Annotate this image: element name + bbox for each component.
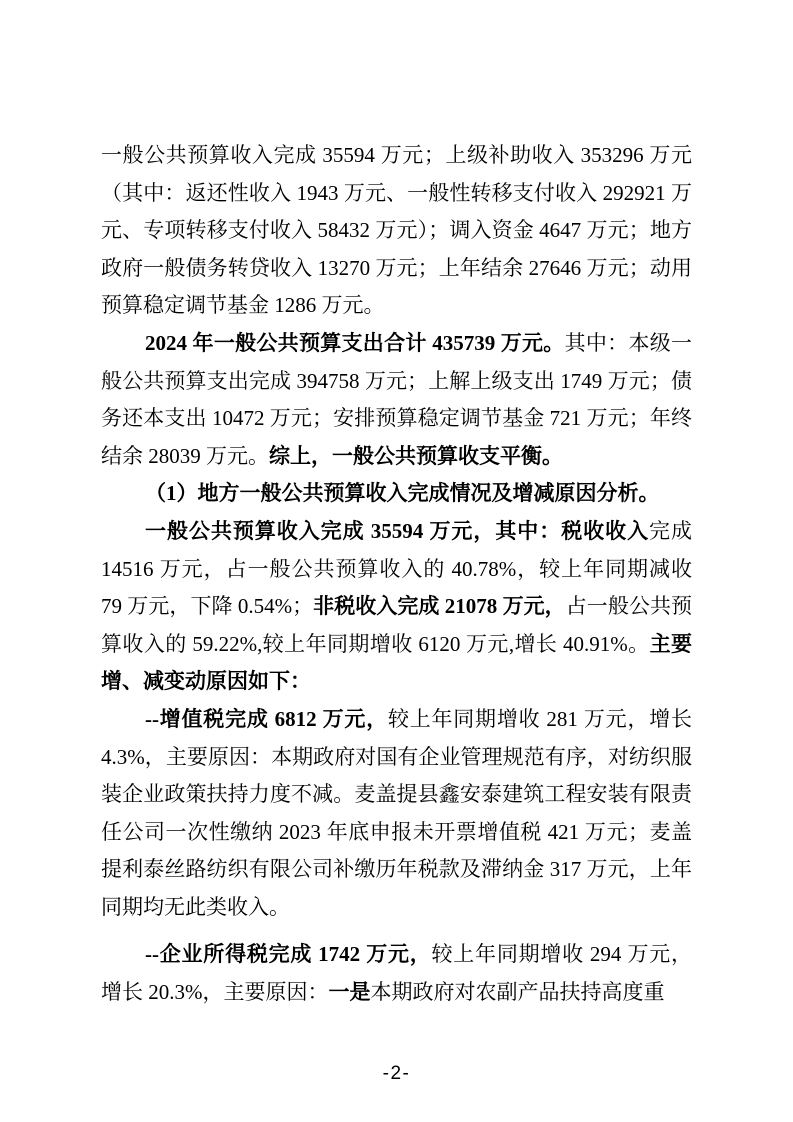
page-footer <box>0 1063 793 1085</box>
text-run: 2024 年一般公共预算支出合计 435739 万元。 <box>145 330 565 355</box>
text-run: 一般公共预算收入完成 35594 万元，其中：税收收入 <box>145 518 650 543</box>
text-run: （1）地方一般公共预算收入完成情况及增减原因分析。 <box>145 481 660 506</box>
text-run: 非税收入完成 21078 万元， <box>313 594 566 619</box>
text-run: 一是 <box>328 980 371 1005</box>
document-body <box>101 137 692 1012</box>
para-vat <box>101 701 692 927</box>
para-expenditure-total <box>101 325 692 475</box>
text-run: 主要增、减变动原因如下： <box>101 631 692 694</box>
para-corporate-income-tax <box>101 936 692 1011</box>
text-run: 综上，一般公共预算收支平衡。 <box>269 443 563 468</box>
para-revenue-breakdown <box>101 513 692 701</box>
text-run: --企业所得税完成 1742 万元， <box>145 942 432 967</box>
page-number: -2- <box>382 1063 411 1084</box>
text-run: 占一般公共预算收入的 59.22%,较上年同期增收 6120 万元,增长 40.91%。 <box>101 594 692 656</box>
text-run: 本期政府对农副产品扶持高度重 <box>370 980 665 1005</box>
text-run: --增值税完成 6812 万元， <box>145 706 388 731</box>
text-run: 其中：本级一般公共预算支出完成 394758 万元；上解上级支出 1749 万元；债务还本支出 10472 万元；安排预算稳定调节基金 721 万元；年终结余 28039 万元。 <box>101 330 693 468</box>
para-section-heading <box>101 475 692 513</box>
text-run: 完成 14516 万元，占一般公共预算收入的 40.78%，较上年同期减收 79 万元，下降 0.54%； <box>101 518 693 619</box>
text-run: 一般公共预算收入完成 35594 万元；上级补助收入 353296 万元（其中：返还性收入 1943 万元、一般性转移支付收入 292921 万元、专项转移支付收入 58432 万元）；调入资金 4647 万元；地方政府一般债务转贷收入 13270 万元；上年结余 27646 万元；动用预算稳定调节基金 1286 万元。 <box>101 143 692 318</box>
para-revenue-continued <box>101 137 692 325</box>
text-run: 较上年同期增收 294 万元，增长 20.3%，主要原因： <box>101 942 692 1005</box>
text-run: 较上年同期增收 281 万元，增长 4.3%，主要原因：本期政府对国有企业管理规范有序，对纺织服装企业政策扶持力度不减。麦盖提县鑫安泰建筑工程安装有限责任公司一次性缴纳 2023 年底申报未开票增值税 421 万元；麦盖提利泰丝路纺织有限公司补缴历年税款及滞纳金 317 万元，上年同期均无此类收入。 <box>101 706 692 919</box>
